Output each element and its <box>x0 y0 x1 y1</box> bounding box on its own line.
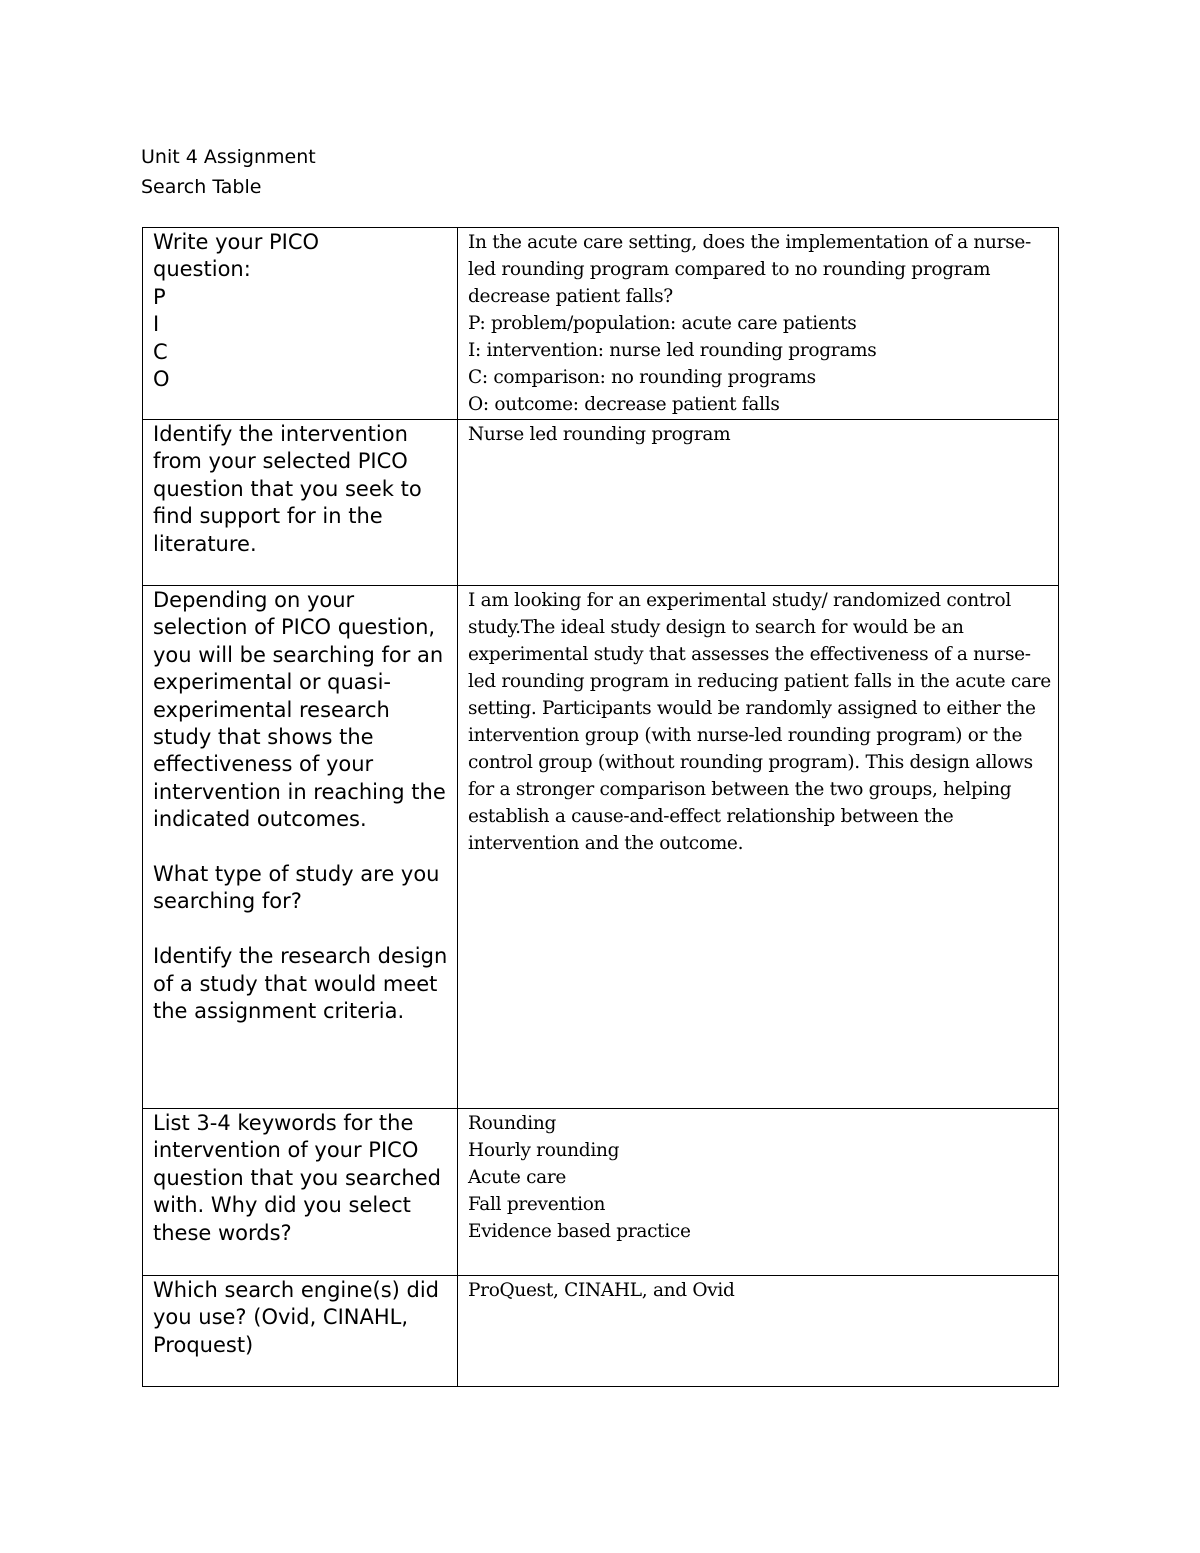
keyword-item: Evidence based practice <box>468 1221 691 1242</box>
study-type-answer: I am looking for an experimental study/ randomized control study.The ideal study design to search for would be an experimental study that assesses the effectiveness of a nurse-led rounding program in reducing patient falls in the acute care setting. Participants would be randomly assigned to either the intervention group (with nurse-led rounding program) or the control group (without rounding program). This design allows for a stronger comparison between the two groups, helping establish a cause-and-effect relationship between the intervention and the outcome. <box>468 590 1051 854</box>
pico-letter-c: C <box>153 339 168 364</box>
pico-letter-i: I <box>153 312 160 337</box>
paragraph-gap <box>153 916 449 943</box>
intervention-question: Identify the intervention from your selected PICO question that you seek to find support for in the literature. <box>153 422 422 556</box>
keyword-item: Acute care <box>468 1167 567 1188</box>
table-row-keywords <box>143 1109 1059 1276</box>
pico-answer-line: In the acute care setting, does the implementation of a nurse- <box>468 232 1032 253</box>
keyword-item: Hourly rounding <box>468 1140 620 1161</box>
paragraph-gap <box>153 834 449 861</box>
pico-answer-line: decrease patient falls? <box>468 286 673 307</box>
pico-answer-c: C: comparison: no rounding programs <box>468 367 816 388</box>
search-engines-answer-cell <box>458 1276 1059 1387</box>
study-type-question-cell <box>143 586 458 1109</box>
table-row-pico <box>143 228 1059 420</box>
pico-question-line: question: <box>153 257 251 282</box>
study-type-answer-cell <box>458 586 1059 1109</box>
pico-answer-i: I: intervention: nurse led rounding programs <box>468 340 877 361</box>
pico-answer-line: led rounding program compared to no rounding program <box>468 259 991 280</box>
search-table <box>142 227 1059 1387</box>
keyword-item: Fall prevention <box>468 1194 606 1215</box>
study-type-question-2: What type of study are you searching for? <box>153 862 440 914</box>
keywords-answer-cell <box>458 1109 1059 1276</box>
keywords-question: List 3-4 keywords for the intervention of your PICO question that you searched with. Why did you select these words? <box>153 1111 441 1245</box>
keyword-item: Rounding <box>468 1113 557 1134</box>
search-engines-question: Which search engine(s) did you use? (Ovid, CINAHL, Proquest) <box>153 1278 439 1357</box>
intervention-answer: Nurse led rounding program <box>468 424 731 445</box>
document-subtitle: Search Table <box>141 176 262 198</box>
study-type-question-1: Depending on your selection of PICO question, you will be searching for an experimental or quasi-experimental research study that shows the effectiveness of your intervention in reaching the indicated outcomes. <box>153 588 446 832</box>
pico-answer-cell <box>458 228 1059 420</box>
intervention-answer-cell <box>458 420 1059 586</box>
pico-letter-o: O <box>153 367 170 392</box>
table-row-intervention <box>143 420 1059 586</box>
pico-letter-p: P <box>153 284 166 309</box>
pico-answer-p: P: problem/population: acute care patients <box>468 313 857 334</box>
pico-question-cell <box>143 228 458 420</box>
search-engines-question-cell <box>143 1276 458 1387</box>
pico-question-line: Write your PICO <box>153 230 320 254</box>
keywords-question-cell <box>143 1109 458 1276</box>
search-engines-answer: ProQuest, CINAHL, and Ovid <box>468 1280 735 1301</box>
document-title: Unit 4 Assignment <box>141 146 316 168</box>
document-header <box>141 142 316 202</box>
pico-answer-o: O: outcome: decrease patient falls <box>468 394 780 415</box>
table-row-study-type <box>143 586 1059 1109</box>
intervention-question-cell <box>143 420 458 586</box>
table-row-search-engines <box>143 1276 1059 1387</box>
study-type-question-3: Identify the research design of a study that would meet the assignment criteria. <box>153 944 448 1024</box>
